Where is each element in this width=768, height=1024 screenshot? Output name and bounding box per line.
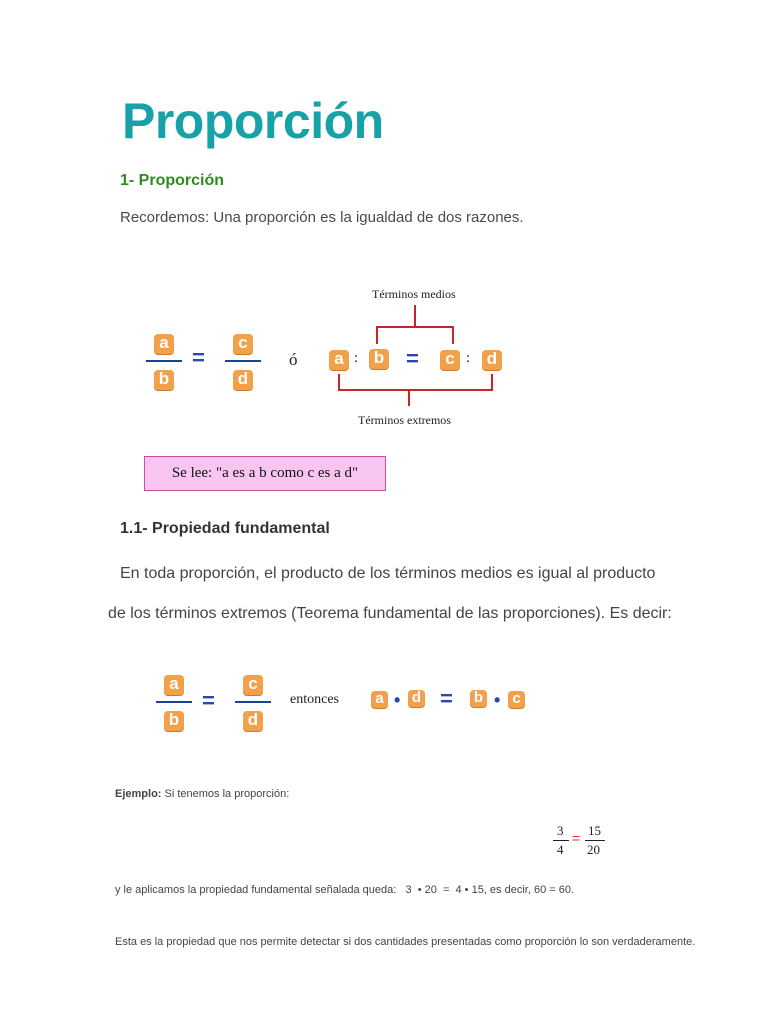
entonces-word: entonces bbox=[290, 692, 339, 707]
tile-b: b bbox=[154, 370, 174, 390]
page-title: Proporción bbox=[122, 93, 384, 149]
fraction-numerator: 3 bbox=[557, 823, 564, 838]
bracket-line bbox=[338, 374, 340, 390]
example-intro bbox=[115, 788, 289, 800]
bracket-line bbox=[376, 326, 454, 328]
or-word: ó bbox=[289, 350, 298, 369]
multiply-dot: • bbox=[494, 690, 501, 710]
bracket-line bbox=[338, 389, 493, 391]
multiply-dot: • bbox=[394, 690, 401, 710]
body-line-2: de los términos extremos (Teorema fundamental de las proporciones). Es decir: bbox=[108, 605, 672, 622]
label-terminos-medios: Términos medios bbox=[372, 287, 456, 301]
bracket-line bbox=[408, 389, 410, 406]
body-line-1: En toda proporción, el producto de los términos medios es igual al producto bbox=[120, 565, 656, 582]
tile-d: d bbox=[408, 690, 425, 707]
example-conclusion: Esta es la propiedad que nos permite detectar si dos cantidades presentadas como proporción lo son verdaderamente. bbox=[115, 936, 696, 948]
equals-sign: = bbox=[406, 346, 419, 371]
colon: : bbox=[466, 350, 471, 366]
fraction-denominator: 20 bbox=[587, 842, 600, 857]
equals-sign: = bbox=[440, 686, 453, 711]
equals-sign: = bbox=[572, 830, 581, 846]
bracket-line bbox=[452, 326, 454, 344]
bracket-line bbox=[491, 374, 493, 390]
bracket-line bbox=[414, 305, 416, 327]
section-heading-propiedad: 1.1- Propiedad fundamental bbox=[120, 520, 330, 537]
tile-b: b bbox=[470, 690, 487, 707]
colon: : bbox=[354, 350, 359, 366]
tile-a: a bbox=[164, 675, 184, 695]
fraction-bar bbox=[225, 360, 261, 362]
section-heading-proporcion: 1- Proporción bbox=[120, 172, 225, 189]
fraction-denominator: 4 bbox=[557, 842, 564, 857]
tile-b: b bbox=[164, 711, 184, 731]
tile-d: d bbox=[243, 711, 263, 731]
tile-c: c bbox=[508, 691, 525, 708]
tile-c: c bbox=[440, 350, 460, 370]
tile-a: a bbox=[329, 350, 349, 370]
tile-a: a bbox=[154, 334, 174, 354]
equals-sign: = bbox=[202, 688, 215, 713]
tile-c: c bbox=[233, 334, 253, 354]
example-text: Si tenemos la proporción: bbox=[164, 788, 290, 800]
tile-a: a bbox=[371, 691, 388, 708]
reading-box: Se lee: "a es a b como c es a d" bbox=[144, 456, 386, 491]
intro-paragraph: Recordemos: Una proporción es la igualdad de dos razones. bbox=[120, 209, 524, 226]
fraction-bar bbox=[235, 701, 271, 703]
fraction-bar bbox=[146, 360, 182, 362]
equals-sign: = bbox=[192, 345, 205, 370]
bracket-line bbox=[376, 326, 378, 344]
fraction-bar bbox=[156, 701, 192, 703]
tile-c: c bbox=[243, 675, 263, 695]
fraction-bar bbox=[553, 840, 569, 841]
tile-d: d bbox=[233, 370, 253, 390]
label-terminos-extremos: Términos extremos bbox=[358, 413, 451, 427]
fraction-numerator: 15 bbox=[588, 823, 601, 838]
fraction-bar bbox=[585, 840, 605, 841]
tile-b: b bbox=[369, 349, 389, 369]
example-result: y le aplicamos la propiedad fundamental señalada queda: 3 • 20 = 4 • 15, es decir, 60 = 60. bbox=[115, 884, 575, 896]
tile-d: d bbox=[482, 350, 502, 370]
example-label: Ejemplo: bbox=[115, 788, 162, 800]
